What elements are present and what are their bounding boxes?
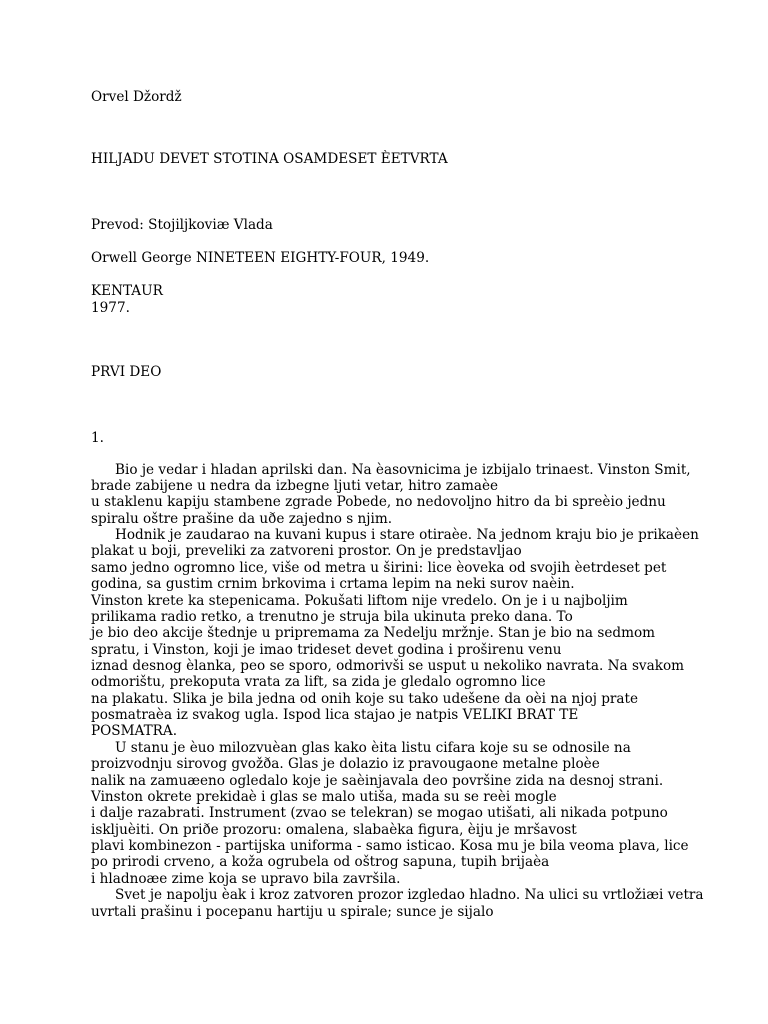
body-line: proizvodnju sirovog gvožða. Glas je dolazio iz pravougaone metalne ploèe — [91, 756, 600, 772]
body-line: po prirodi crveno, a koža ogrubela od oštrog sapuna, tupih brijaèa — [91, 854, 550, 870]
body-line: godina, sa gustim crnim brkovima i crtama lepim na neki surov naèin. — [91, 576, 575, 592]
body-line: u staklenu kapiju stambene zgrade Pobede, no nedovoljno hitro da bi spreèio jednu — [91, 494, 666, 510]
body-line: i hladnoæe zime koja se upravo bila završila. — [91, 871, 401, 887]
body-line: Vinston krete ka stepenicama. Pokušati liftom nije vredelo. On je i u najboljim — [91, 593, 628, 609]
body-line: plavi kombinezon - partijska uniforma - samo isticao. Kosa mu je bila veoma plava, lice — [91, 838, 689, 854]
body-line: U stanu je èuo milozvuèan glas kako èita listu cifara koje su se odnosile na — [115, 740, 631, 756]
body-line: na plakatu. Slika je bila jedna od onih koje su tako udešene da oèi na njoj prate — [91, 691, 639, 707]
body-line: spiralu oštre prašine da uðe zajedno s njim. — [91, 511, 393, 527]
publisher-line: KENTAUR — [91, 283, 163, 299]
body-line: uvrtali prašinu i pocepanu hartiju u spirale; sunce je sijalo — [91, 904, 494, 920]
body-line: iskljuèiti. On priðe prozoru: omalena, slabaèka figura, èiju je mršavost — [91, 822, 577, 838]
body-line: POSMATRA. — [91, 723, 178, 739]
author-line: Orvel Džordž — [91, 89, 182, 105]
body-line: spratu, i Vinston, koji je imao trideset devet godina i proširenu venu — [91, 642, 562, 658]
body-line: Bio je vedar i hladan aprilski dan. Na èasovnicima je izbijalo trinaest. Vinston Smit, — [115, 462, 691, 478]
book-title: HILJADU DEVET STOTINA OSAMDESET ÈETVRTA — [91, 151, 448, 167]
part-title: PRVI DEO — [91, 364, 162, 380]
body-line: plakat u boji, preveliki za zatvoreni prostor. On je predstavljao — [91, 543, 522, 559]
body-line: prilikama radio retko, a trenutno je struja bila ukinuta preko dana. To — [91, 609, 573, 625]
body-line: samo jedno ogromno lice, više od metra u širini: lice èoveka od svojih èetrdeset pet — [91, 560, 667, 576]
body-line: iznad desnog èlanka, peo se sporo, odmorivši se usput u nekoliko navrata. Na svakom — [91, 658, 685, 674]
body-line: posmatraèa iz svakog ugla. Ispod lica stajao je natpis VELIKI BRAT TE — [91, 707, 579, 723]
body-line: Hodnik je zaudarao na kuvani kupus i stare otiraèe. Na jednom kraju bio je prikaèen — [115, 527, 699, 543]
translator-line: Prevod: Stojiljkoviæ Vlada — [91, 217, 273, 233]
body-line: i dalje razabrati. Instrument (zvao se telekran) se mogao utišati, ali nikada potpuno — [91, 805, 668, 821]
body-line: brade zabijene u nedra da izbegne ljuti vetar, hitro zamaèe — [91, 478, 499, 494]
body-line: Svet je napolju èak i kroz zatvoren prozor izgledao hladno. Na ulici su vrtložiæi vetra — [115, 887, 704, 903]
original-title-line: Orwell George NINETEEN EIGHTY-FOUR, 1949. — [91, 250, 430, 266]
body-line: nalik na zamuæeno ogledalo koje je saèinjavala deo površine zida na desnoj strani. — [91, 773, 664, 789]
body-line: je bio deo akcije štednje u pripremama za Nedelju mržnje. Stan je bio na sedmom — [91, 625, 656, 641]
chapter-number: 1. — [91, 430, 104, 446]
body-line: Vinston okrete prekidaè i glas se malo utiša, mada su se reèi mogle — [91, 789, 557, 805]
body-line: odmorištu, prekoputa vrata za lift, sa zida je gledalo ogromno lice — [91, 674, 546, 690]
year-line: 1977. — [91, 300, 130, 316]
